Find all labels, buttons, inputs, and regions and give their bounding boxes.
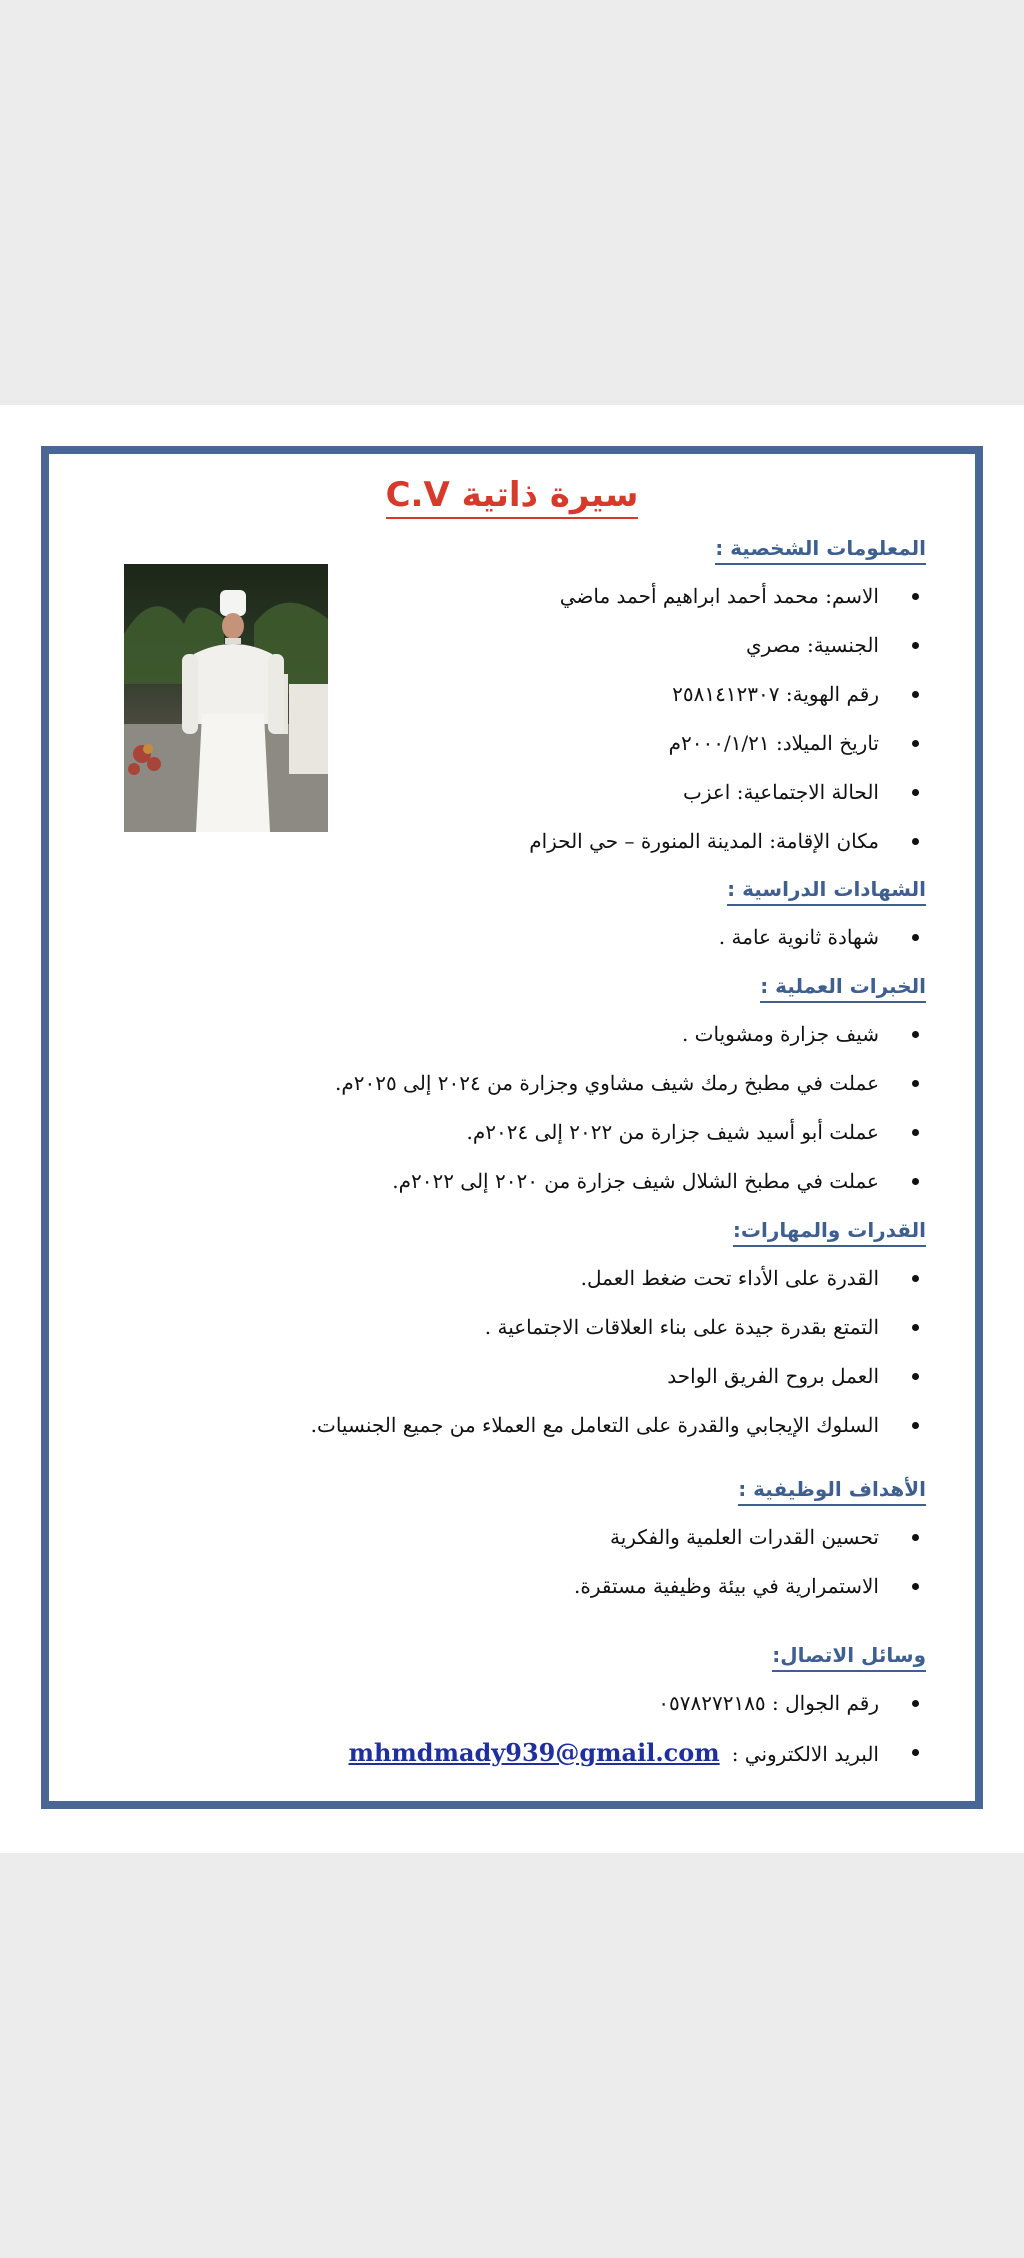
goal-item: الاستمرارية في بيئة وظيفية مستقرة. — [574, 1562, 919, 1611]
contact-heading: وسائل الاتصال: — [772, 1643, 926, 1672]
contact-list — [349, 1679, 919, 1777]
experience-item: عملت أبو أسيد شيف جزارة من ٢٠٢٢ إلى ٢٠٢٤م. — [335, 1108, 919, 1157]
nationality-item: الجنسية: مصري — [529, 621, 919, 670]
phone-item: رقم الجوال : ٠٥٧٨٢٧٢١٨٥ — [349, 1679, 919, 1728]
experience-item: عملت في مطبخ رمك شيف مشاوي وجزارة من ٢٠٢٤ إلى ٢٠٢٥م. — [335, 1059, 919, 1108]
goal-item: تحسين القدرات العلمية والفكرية — [574, 1513, 919, 1562]
experience-item: عملت في مطبخ الشلال شيف جزارة من ٢٠٢٠ إلى ٢٠٢٢م. — [335, 1157, 919, 1206]
cv-page — [0, 405, 1024, 1853]
cv-title: سيرة ذاتية C.V — [0, 475, 1024, 515]
marital-status-item: الحالة الاجتماعية: اعزب — [529, 768, 919, 817]
experience-item: شيف جزارة ومشويات . — [335, 1010, 919, 1059]
goals-list — [574, 1513, 919, 1611]
skill-item: القدرة على الأداء تحت ضغط العمل. — [311, 1254, 919, 1303]
skill-item: التمتع بقدرة جيدة على بناء العلاقات الاجتماعية . — [311, 1303, 919, 1352]
email-label: البريد الالكتروني : — [731, 1742, 879, 1766]
education-item: شهادة ثانوية عامة . — [719, 913, 919, 962]
skill-item: العمل بروح الفريق الواحد — [311, 1352, 919, 1401]
residence-item: مكان الإقامة: المدينة المنورة – حي الحزام — [529, 817, 919, 866]
experience-list — [335, 1010, 919, 1206]
email-link[interactable]: mhmdmady939@gmail.com — [348, 1738, 720, 1767]
experience-heading: الخبرات العملية : — [760, 974, 926, 1003]
profile-photo — [124, 564, 328, 832]
birth-date-item: تاريخ الميلاد: ٢٠٠٠/١/٢١م — [529, 719, 919, 768]
email-item — [349, 1728, 919, 1777]
skill-item: السلوك الإيجابي والقدرة على التعامل مع العملاء من جميع الجنسيات. — [311, 1401, 919, 1450]
personal-info-heading: المعلومات الشخصية : — [715, 536, 926, 565]
goals-heading: الأهداف الوظيفية : — [738, 1477, 926, 1506]
skills-list — [311, 1254, 919, 1450]
education-list — [719, 913, 919, 962]
id-number-item: رقم الهوية: ٢٥٨١٤١٢٣٠٧ — [529, 670, 919, 719]
personal-info-list — [529, 572, 919, 866]
name-item: الاسم: محمد أحمد ابراهيم أحمد ماضي — [529, 572, 919, 621]
skills-heading: القدرات والمهارات: — [733, 1218, 926, 1247]
education-heading: الشهادات الدراسية : — [727, 877, 926, 906]
